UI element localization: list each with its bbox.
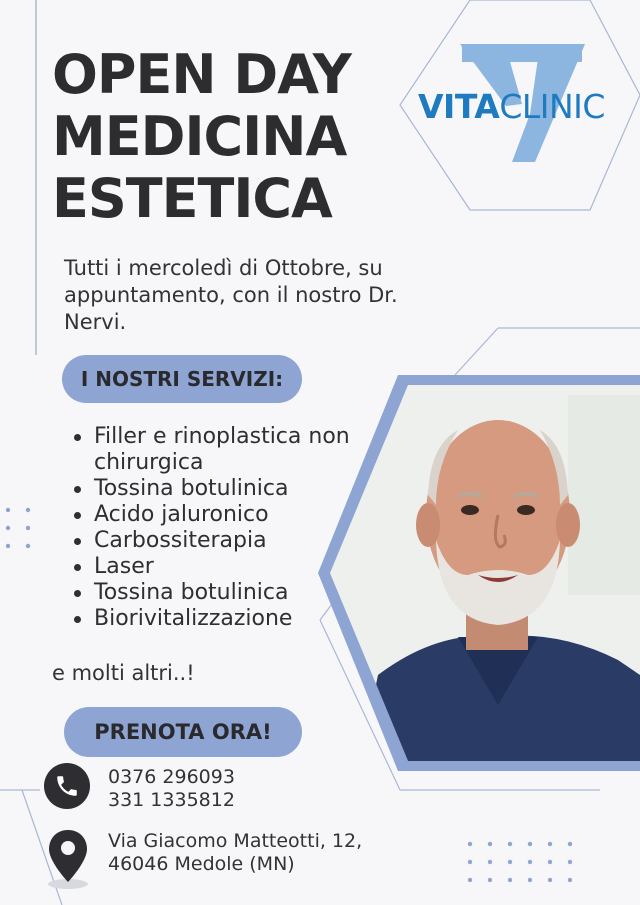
logo-wordmark: [418, 87, 605, 126]
phone-numbers: [108, 766, 235, 812]
list-item: Laser: [74, 554, 364, 580]
list-item: Tossina botulinica: [74, 580, 364, 606]
services-heading: I NOSTRI SERVIZI:: [62, 355, 302, 403]
address-line-2: 46046 Medole (MN): [108, 853, 295, 875]
list-item: Filler e rinoplastica non chirurgica: [74, 424, 364, 476]
doctor-photo: [318, 375, 640, 771]
list-item: Biorivitalizzazione: [74, 606, 364, 632]
list-item: Carbossiterapia: [74, 528, 364, 554]
phone-number-1[interactable]: 0376 296093: [108, 766, 235, 788]
address-line-1: Via Giacomo Matteotti, 12,: [108, 830, 363, 852]
list-item: Tossina botulinica: [74, 476, 364, 502]
book-now-button[interactable]: PRENOTA ORA!: [64, 707, 302, 757]
phone-icon: [44, 763, 90, 809]
title-line-1: OPEN DAY: [52, 43, 351, 106]
dot-grid-right: [466, 840, 586, 890]
dot-grid-left: [4, 506, 44, 556]
phone-number-2[interactable]: 331 1335812: [108, 789, 235, 811]
more-text: e molti altri..!: [52, 661, 195, 685]
intro-text: Tutti i mercoledì di Ottobre, su appuntamento, con il nostro Dr. Nervi.: [64, 256, 398, 334]
logo-text-light: CLINIC: [499, 87, 605, 126]
logo-text-bold: VITA: [418, 87, 500, 126]
page-title: [52, 44, 351, 230]
title-line-2: MEDICINA: [52, 105, 347, 168]
location-pin-icon: [46, 828, 90, 890]
list-item: Acido jaluronico: [74, 502, 364, 528]
title-line-3: ESTETICA: [52, 167, 332, 230]
address: [108, 830, 362, 876]
